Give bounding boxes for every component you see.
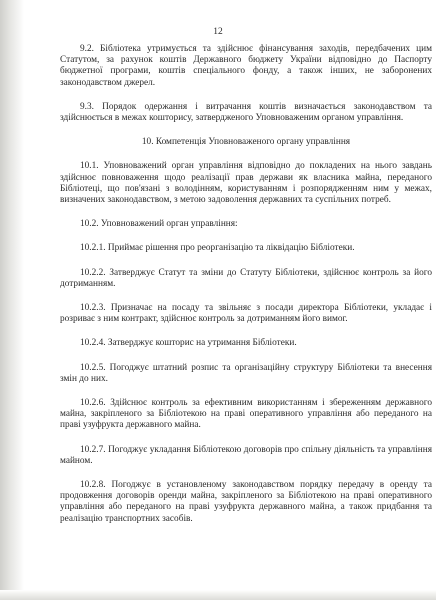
clause-10-2-5: 10.2.5. Погоджує штатний розпис та організаційну структуру Бібліотеки та внесення змін до них.: [60, 362, 432, 384]
document-body: [60, 44, 432, 538]
scan-shadow-left: [0, 0, 24, 600]
scan-shadow-bottom: [0, 590, 436, 600]
clause-10-2: 10.2. Уповноважений орган управління:: [80, 219, 238, 230]
clause-10-1: 10.1. Уповноважений орган управління відповідно до покладених на нього завдань здійснює повноваження щодо реалізації прав держави як власника майна, переданого Бібліотеці, що пов'язані з володінням, користуванням і розпорядженням ним у межах, визначених законодавством, з метою задоволення державних та суспільних потреб.: [60, 161, 432, 206]
clause-10-2-2: 10.2.2. Затверджує Статут та зміни до Статуту Бібліотеки, здійснює контроль за його дотриманням.: [60, 267, 432, 289]
clause-10-2-8: 10.2.8. Погоджує в установленому законодавством порядку передачу в оренду та продовження договорів оренди майна, закріпленого за Бібліотекою на праві оперативного управління або переданого на праві узуфрукта державного майна, а також придбання та реалізацію транспортних засобів.: [60, 480, 432, 524]
clause-10-2-3: 10.2.3. Призначає на посаду та звільняє з посади директора Бібліотеки, укладає і розриває з ним контракт, здійснює контроль за дотриманням його вимог.: [60, 303, 432, 325]
clause-10-2-6: 10.2.6. Здійснює контроль за ефективним використанням і збереженням державного майна, закріпленого за Бібліотекою на праві оперативного управління або переданого на праві узуфрукта державного майна.: [60, 398, 432, 431]
clause-9-3: 9.3. Порядок одержання і витрачання коштів визначається законодавством та здійснюється в межах кошторису, затвердженого Уповноваженим органом управління.: [60, 101, 432, 124]
clause-10-2-1: 10.2.1. Приймає рішення про реорганізацію та ліквідацію Бібліотеки.: [80, 243, 355, 254]
clause-10-2-4: 10.2.4. Затверджує кошторис на утримання Бібліотеки.: [80, 338, 297, 349]
clause-9-2: 9.2. Бібліотека утримується та здійснює фінансування заходів, передбачених цим Статутом, за рахунок коштів Державного бюджету України відповідно до Паспорту бюджетної програми, коштів спеціального фонду, а також інших, не заборонених законодавством джерел.: [60, 44, 432, 88]
page-number: 12: [213, 27, 223, 37]
clause-10-2-7: 10.2.7. Погоджує укладання Бібліотекою договорів про спільну діяльність та управління майном.: [60, 444, 432, 466]
section-heading-10: 10. Компетенція Уповноваженого органу управління: [141, 137, 351, 148]
